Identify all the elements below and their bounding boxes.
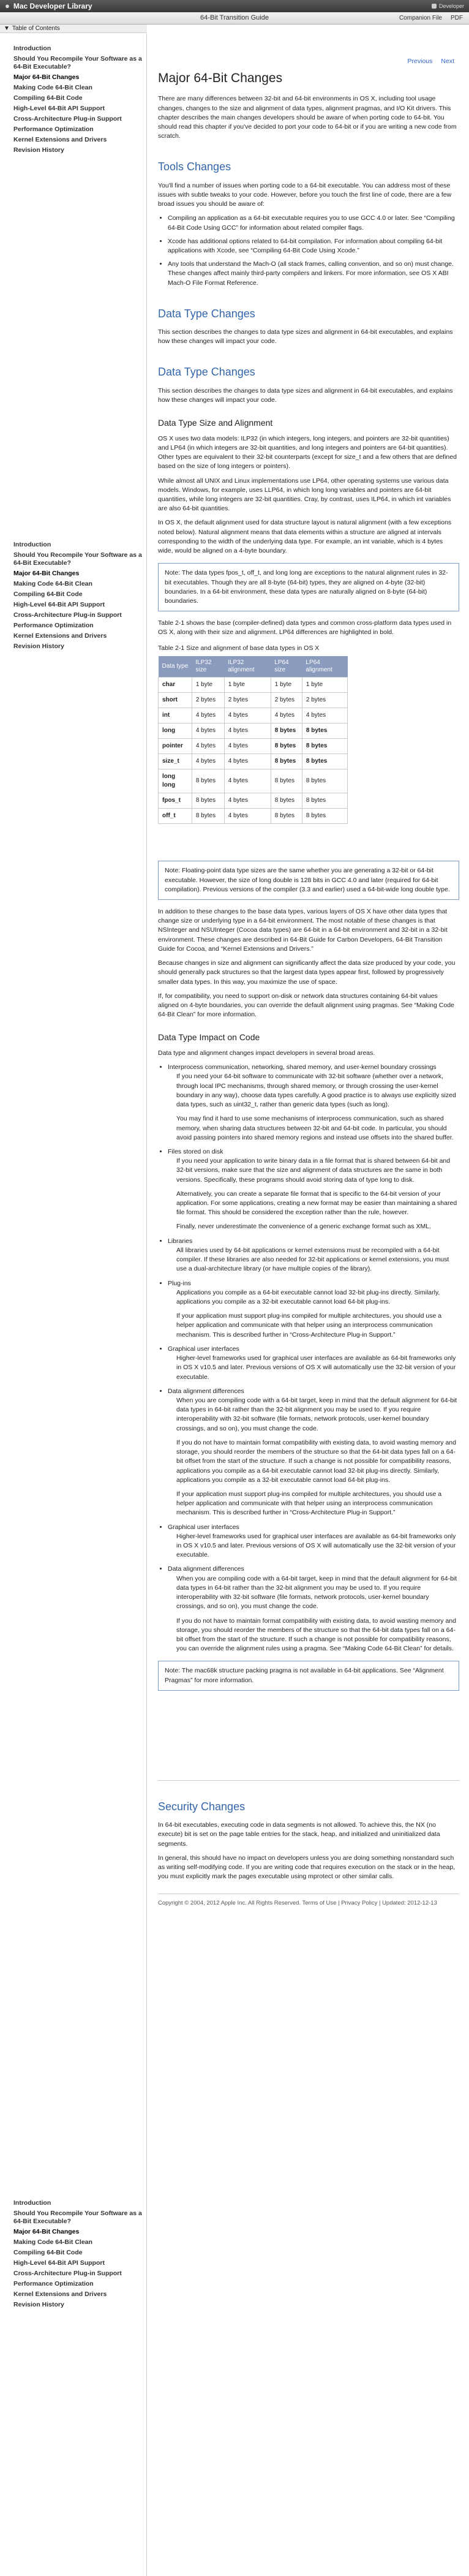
toc-item-compiling[interactable]: Compiling 64-Bit Code — [13, 591, 83, 598]
bullet-paragraph: If your application must support plug-ins compiled for multiple architectures, you should use a helper application and communicate with that helper using an interprocess communication mechanism. This is described further in “Cross-Architecture Plug-in Support.” — [176, 1490, 442, 1517]
impact-heading: Data Type Impact on Code — [158, 1032, 260, 1043]
table-row — [159, 678, 348, 693]
tools-paragraph: You'll find a number of issues when porting code to a 64-bit executable. You can address most of these issues with subtle tweaks to your code. However, before you touch the first line of code, there are a few broad issues you should be aware of: — [158, 181, 452, 208]
toc-item-performance[interactable]: Performance Optimization — [13, 2280, 94, 2287]
table-header-cell: ILP32 size — [192, 656, 224, 678]
toc-item-kernel[interactable]: Kernel Extensions and Drivers — [13, 632, 107, 640]
bullet-paragraph: If you need your application to write binary data in a file format that is shared between 64-bit and 32-bit versions, make sure that the size and alignment of data structures are the same in both versions. Specifically, these programs should avoid storing data of type long to disk. — [176, 1157, 451, 1184]
table-cell: 2 bytes — [192, 693, 224, 708]
table-cell: off_t — [159, 809, 192, 824]
table-cell: long — [159, 723, 192, 739]
note-box — [158, 563, 459, 611]
size-paragraph: In OS X, the default alignment used for data structure layout is natural alignment (with a few exceptions noted below). Natural alignment means that data elements within a structure are aligned at intervals corresponding to the width of the underlying data type. For example, an int variable, which is 4 bytes wide, would be aligned on a 4-byte boundary. — [158, 519, 452, 555]
toc-item-introduction[interactable]: Introduction — [13, 45, 51, 52]
table-cell: 8 bytes — [271, 723, 302, 739]
list-item — [168, 1279, 459, 1340]
toc-item-major-changes[interactable]: Major 64-Bit Changes — [13, 2228, 80, 2235]
bullet-paragraph: Applications you compile as a 64-bit executable cannot load 32-bit plug-ins directly. Similarly, applications you compile as a 32-bit executable cannot load 64-bit plug-ins. — [176, 1288, 440, 1306]
table-cell: 8 bytes — [271, 809, 302, 824]
bullet-paragraph: Alternatively, you can create a separate file format that is specific to the 64-bit version of your application. For some applications, creating a new format may be easier than maintaining a shared file format. This should be considered the exception rather than the rule, however. — [176, 1190, 457, 1217]
table-cell: 8 bytes — [302, 793, 347, 809]
bullet-title: Libraries — [168, 1237, 193, 1245]
document-title: 64-Bit Transition Guide — [200, 13, 269, 21]
size-alignment-heading: Data Type Size and Alignment — [158, 418, 273, 428]
list-item: • Compiling an application as a 64-bit executable requires you to use GCC 4.0 or later. See “Compiling 64-Bit Code Using GCC” for information about related compiler flags. — [168, 214, 459, 232]
page-title: Major 64-Bit Changes — [158, 71, 283, 85]
table-cell: 8 bytes — [302, 723, 347, 739]
impact-paragraph: Data type and alignment changes impact developers in several broad areas. — [158, 1049, 375, 1057]
toc-item-api[interactable]: High-Level 64-Bit API Support — [13, 601, 105, 608]
toc-item-recompile[interactable]: Should You Recompile Your Software as a 64-Bit Executable? — [13, 2210, 142, 2225]
page-nav — [408, 57, 454, 66]
table-cell: 1 byte — [302, 678, 347, 693]
table-header-cell: LP64 size — [271, 656, 302, 678]
bullet-paragraph: If your application must support plug-ins compiled for multiple architectures, you should use a helper application and communicate with that helper using an interprocess communication mechanism. This is described further in “Cross-Architecture Plug-in Support.” — [176, 1312, 442, 1339]
list-item — [168, 1237, 459, 1274]
toc-item-introduction[interactable]: Introduction — [13, 541, 51, 548]
bullet-paragraph: When you are compiling code with a 64-bit target, keep in mind that the default alignment for 64-bit data types in 64-bit rather than the 32-bit alignment you may be used to. If you require interoperability with 32-bit software (file formats, network protocols, user-kernel boundary crossings, and so on), you must change the code. — [176, 1396, 457, 1432]
table-cell: 1 byte — [271, 678, 302, 693]
bullet-paragraph: Higher-level frameworks used for graphical user interfaces are available as 64-bit frameworks only in OS X v10.5 and later. Previous versions of OS X will automatically use the 32-bit version of your executable. — [176, 1354, 456, 1381]
toc-item-plugin[interactable]: Cross-Architecture Plug-in Support — [13, 611, 122, 619]
table-cell: 2 bytes — [302, 693, 347, 708]
table-cell: 4 bytes — [302, 708, 347, 723]
table-row — [159, 754, 348, 769]
note-box — [158, 861, 459, 900]
table-cell: 8 bytes — [302, 739, 347, 754]
toc-toggle[interactable] — [0, 25, 147, 33]
bullet-paragraph: Finally, never underestimate the convenience of a generic exchange format such as XML. — [176, 1223, 431, 1231]
toc-item-clean[interactable]: Making Code 64-Bit Clean — [13, 580, 92, 587]
list-item: • Xcode has additional options related to 64-bit compilation. For information about compiling 64-bit applications with Xcode, see “Compiling 64-Bit Code Using Xcode.” — [168, 237, 459, 255]
table-cell: 4 bytes — [192, 739, 224, 754]
list-item — [168, 1147, 459, 1232]
data-type-paragraph: This section describes the changes to data type sizes and alignment in 64-bit executables, and explains how these changes will impact your code. — [158, 328, 453, 346]
table-cell: 4 bytes — [192, 708, 224, 723]
list-item — [168, 1523, 459, 1560]
table-row — [159, 793, 348, 809]
list-item — [168, 1387, 459, 1518]
toc-label: Table of Contents — [12, 25, 60, 32]
table-cell: 8 bytes — [271, 739, 302, 754]
toc-item-revision[interactable]: Revision History — [13, 2301, 64, 2308]
library-title[interactable]: Mac Developer Library — [13, 1, 92, 10]
table-cell: 8 bytes — [271, 793, 302, 809]
toc-item-major-changes[interactable]: Major 64-Bit Changes — [13, 74, 80, 81]
body-paragraph: Because changes in size and alignment can significantly affect the data size produced by your code, you should generally pack structures so that the largest data types appear first, followed by progressively smaller data types. In this way, you maximize the use of space. — [158, 959, 456, 986]
list-item — [168, 1565, 459, 1653]
table-cell: 8 bytes — [302, 769, 347, 793]
toc-item-major-changes[interactable]: Major 64-Bit Changes — [13, 570, 80, 577]
table-header-cell: ILP32 alignment — [224, 656, 271, 678]
table-header-cell: Data type — [159, 656, 192, 678]
security-paragraph: In 64-bit executables, executing code in data segments is not allowed. To achieve this, the NX (no execute) bit is set on the page table entries for the stack, heap, and initialized and uninitialized data segments. — [158, 1821, 440, 1848]
sidebar — [0, 34, 147, 2576]
table-cell: 1 byte — [224, 678, 271, 693]
list-item: • Any tools that understand the Mach-O (all stack frames, calling convention, and so on) must change. These changes affect mainly third-party compilers and linkers. For more information, see OS X ABI Mach-O File Format Reference. — [168, 260, 459, 288]
toc-item-api[interactable]: High-Level 64-Bit API Support — [13, 2259, 105, 2267]
developer-label: Developer — [438, 2, 464, 9]
table-row — [159, 739, 348, 754]
note-text: Note: The mac68k structure packing pragma is not available in 64-bit applications. See “Alignment Pragmas” for more information. — [165, 1667, 444, 1684]
toc-item-clean[interactable]: Making Code 64-Bit Clean — [13, 84, 92, 91]
toc-item-compiling[interactable]: Compiling 64-Bit Code — [13, 94, 83, 102]
toc-list — [0, 2199, 147, 2311]
toc-item-introduction[interactable]: Introduction — [13, 2199, 51, 2207]
main-content — [153, 34, 464, 2570]
table-cell: 1 byte — [192, 678, 224, 693]
table-cell: 4 bytes — [224, 739, 271, 754]
toc-list — [0, 45, 147, 157]
toc-item-plugin[interactable]: Cross-Architecture Plug-in Support — [13, 115, 122, 123]
table-cell: 8 bytes — [271, 769, 302, 793]
toc-item-plugin[interactable]: Cross-Architecture Plug-in Support — [13, 2270, 122, 2277]
toc-item-performance[interactable]: Performance Optimization — [13, 622, 94, 629]
note-box — [158, 1661, 459, 1690]
document-bar — [0, 12, 469, 25]
body-paragraph: In addition to these changes to the base data types, various layers of OS X have other data types that change size or underlying type in a 64-bit environment. The most notable of these changes is that NSInteger and NSUInteger (Cocoa data types) are 64-bit in a 64-bit environment and 32-bit in a 32-bit environment. These changes are described in 64-Bit Guide for Carbon Developers, 64-Bit Transition Guide for Cocoa, and “Kernel Extensions and Drivers.” — [158, 907, 448, 953]
toc-triangle-icon: ▼ — [4, 25, 10, 32]
next-link[interactable]: Next — [441, 58, 454, 65]
apple-logo-icon[interactable]: ● — [5, 1, 10, 10]
table-row — [159, 809, 348, 824]
bullet-title: Data alignment differences — [168, 1565, 244, 1573]
tools-heading: Tools Changes — [158, 161, 231, 173]
bullet-paragraph: All libraries used by 64-bit applications or kernel extensions must be recompiled with a 64-bit compiler. If these libraries are also needed for 32-bit applications or kernel extensions, you must use a dual-architecture library (or have multiple copies of the library). — [176, 1246, 449, 1273]
list-item — [168, 1063, 459, 1143]
toc-item-kernel[interactable]: Kernel Extensions and Drivers — [13, 2291, 107, 2298]
toc-item-recompile[interactable]: Should You Recompile Your Software as a 64-Bit Executable? — [13, 55, 142, 70]
intro-paragraph: There are many differences between 32-bit and 64-bit environments in OS X, including tool usage changes, changes to the size and alignment of data types, alignment pragmas, and I/O Kit drivers. This chapter describes the main changes developers should be aware of when porting code to 64-bit. You should read this chapter if you've decided to port your code to 64-bit or if you are writing a new code from scratch. — [158, 95, 457, 140]
table-cell: 8 bytes — [302, 809, 347, 824]
table-cell: 8 bytes — [192, 769, 224, 793]
data-type-paragraph: This section describes the changes to data type sizes and alignment in 64-bit executables, and explains how these changes will impact your code. — [158, 387, 453, 404]
table-cell: pointer — [159, 739, 192, 754]
table-cell: 2 bytes — [224, 693, 271, 708]
table-row — [159, 723, 348, 739]
table-caption: Table 2-1 Size and alignment of base data types in OS X — [158, 644, 320, 652]
footer: Copyright © 2004, 2012 Apple Inc. All Rights Reserved. Terms of Use | Privacy Policy | Updated: 2012-12-13 — [158, 1894, 459, 1907]
table-row — [159, 769, 348, 793]
toc-item-clean[interactable]: Making Code 64-Bit Clean — [13, 2238, 92, 2246]
security-paragraph: In general, this should have no impact on developers unless you are doing something nonstandard such as writing self-modifying code. If you are writing code that requires execution on the stack or in the heap, you must explicitly mark the pages executable using mprotect or other similar calls. — [158, 1854, 456, 1881]
note-text: Note: The data types fpos_t, off_t, and long long are exceptions to the natural alignment rules in 32-bit executables. Though they are all 8-byte (64-bit) types, they are aligned on 4-byte (32-bit) boundaries. In a 64-bit environment, these data types are naturally aligned on 8-byte (64-bit) boundaries. — [165, 569, 448, 605]
table-cell: 4 bytes — [224, 708, 271, 723]
developer-menu[interactable] — [432, 2, 464, 10]
table-cell: 8 bytes — [192, 793, 224, 809]
data-type-heading: Data Type Changes — [158, 307, 255, 320]
table-cell: short — [159, 693, 192, 708]
pdf-link[interactable]: PDF — [451, 14, 463, 21]
table-cell: char — [159, 678, 192, 693]
note-text: Note: Floating-point data type sizes are the same whether you are generating a 32-bit or 64-bit executable. However, the size of long double is 128 bits in GCC 4.0 and later (required for 64-bit compilation). Previous versions of the compiler (3.3 and earlier) used a 64-bit-wide long double type. — [165, 867, 450, 893]
table-cell: 4 bytes — [271, 708, 302, 723]
bullet-paragraph: If you do not have to maintain format compatibility with existing data, to avoid wasting memory and storage, you should reorder the members of the structure so that the 64-bit data types fall on a 64-bit offset from the start of the structure. If such a change is not possible for compatibility reasons, applications you compile as a 64-bit executable cannot load 32-bit plug-ins directly. Similarly, applications you compile as a 32-bit executable cannot load 64-bit plug-ins. — [176, 1438, 456, 1484]
data-type-heading: Data Type Changes — [158, 366, 255, 379]
toc-item-compiling[interactable]: Compiling 64-Bit Code — [13, 2249, 83, 2256]
table-cell: 4 bytes — [224, 809, 271, 824]
list-item — [168, 1345, 459, 1382]
table-row — [159, 708, 348, 723]
top-bar — [0, 0, 469, 12]
toc-item-performance[interactable]: Performance Optimization — [13, 126, 94, 133]
table-cell: int — [159, 708, 192, 723]
table-intro: Table 2-1 shows the base (compiler-defined) data types and common cross-platform data types used in OS X, along with their size and alignment. LP64 differences are highlighted in bold. — [158, 619, 452, 636]
data-type-table — [158, 656, 348, 824]
bullet-paragraph: When you are compiling code with a 64-bit target, keep in mind that the default alignment for 64-bit data types in 64-bit rather than the 32-bit alignment you may be used to. If you require interoperability with 32-bit software (file formats, network protocols, user-kernel boundary crossings, and so on), you must change the code. — [176, 1574, 457, 1611]
table-cell: 4 bytes — [224, 793, 271, 809]
bullet-title: Graphical user interfaces — [168, 1523, 239, 1531]
companion-file-link[interactable]: Companion File — [399, 14, 442, 21]
table-cell: 8 bytes — [192, 809, 224, 824]
table-cell: long long — [159, 769, 192, 793]
table-cell: 8 bytes — [302, 754, 347, 769]
bullet-title: Data alignment differences — [168, 1387, 244, 1395]
table-cell: 8 bytes — [271, 754, 302, 769]
bullet-paragraph: If you need your 64-bit software to communicate with 32-bit software (whether over a network, through local IPC mechanisms, through shared memory, or through crossing the user-kernel boundary in any way), choose data types carefully. A good practice is to always use explicitly sized data types, such as uint32_t, rather than generic data types (such as long). — [176, 1073, 456, 1109]
toc-item-revision[interactable]: Revision History — [13, 643, 64, 650]
toc-item-revision[interactable]: Revision History — [13, 146, 64, 154]
bullet-title: Graphical user interfaces — [168, 1345, 239, 1353]
size-paragraph: While almost all UNIX and Linux implementations use LP64, other operating systems use various data models. Windows, for example, uses LLP64, in which long long variables and pointers are 64-bit quantities, while long integers are 32-bit quantities. Cray, by contrast, uses ILP64, in which int variables are also 64-bit quantities. — [158, 477, 451, 513]
toc-item-recompile[interactable]: Should You Recompile Your Software as a 64-Bit Executable? — [13, 551, 142, 567]
bullet-paragraph: Higher-level frameworks used for graphical user interfaces are available as 64-bit frameworks only in OS X v10.5 and later. Previous versions of OS X will automatically use the 32-bit version of your executable. — [176, 1532, 456, 1559]
table-cell: 4 bytes — [224, 769, 271, 793]
table-cell: fpos_t — [159, 793, 192, 809]
developer-icon — [432, 4, 437, 9]
table-cell: size_t — [159, 754, 192, 769]
table-cell: 4 bytes — [224, 754, 271, 769]
size-paragraph: OS X uses two data models: ILP32 (in which integers, long integers, and pointers are 32-bit quantities) and LP64 (in which integers are 32-bit quantities, and long integers and pointers are 64-bit quantities). Other types are equivalent to their 32-bit counterparts (except for size_t and a few others that are defined based on the size of long integers or pointers). — [158, 434, 457, 470]
bullet-title: Plug-ins — [168, 1279, 191, 1287]
body-paragraph: If, for compatibility, you need to support on-disk or network data structures containing 64-bit values aligned on 4-byte boundaries, you can override the default alignment using pragmas. See “Making Code 64-Bit Clean” for more information. — [158, 992, 454, 1019]
toc-item-api[interactable]: High-Level 64-Bit API Support — [13, 105, 105, 112]
table-cell: 4 bytes — [192, 754, 224, 769]
security-heading: Security Changes — [158, 1800, 246, 1813]
bullet-title: Interprocess communication, networking, shared memory, and user-kernel boundary crossings — [168, 1063, 437, 1071]
bullet-paragraph: If you do not have to maintain format compatibility with existing data, to avoid wasting memory and storage, you should reorder the members of the structure so that the 64-bit data types fall on a 64-bit offset from the start of the structure. If such a change is not possible for compatibility reasons, you can override the alignment rules using a pragma. See “Making Code 64-Bit Clean” for details. — [176, 1617, 456, 1653]
table-cell: 4 bytes — [192, 723, 224, 739]
toc-item-kernel[interactable]: Kernel Extensions and Drivers — [13, 136, 107, 143]
table-cell: 2 bytes — [271, 693, 302, 708]
bullet-title: Files stored on disk — [168, 1147, 223, 1155]
table-cell: 4 bytes — [224, 723, 271, 739]
toc-list — [0, 541, 147, 653]
bullet-paragraph: You may find it hard to use some mechanisms of interprocess communication, such as shared memory, when sharing data structures between 32-bit and 64-bit code. In particular, you should avoid passing pointers into shared memory regions and instead use offsets into the shared buffer. — [176, 1115, 454, 1141]
previous-link[interactable]: Previous — [407, 58, 433, 65]
table-header-cell: LP64 alignment — [302, 656, 347, 678]
table-row — [159, 693, 348, 708]
